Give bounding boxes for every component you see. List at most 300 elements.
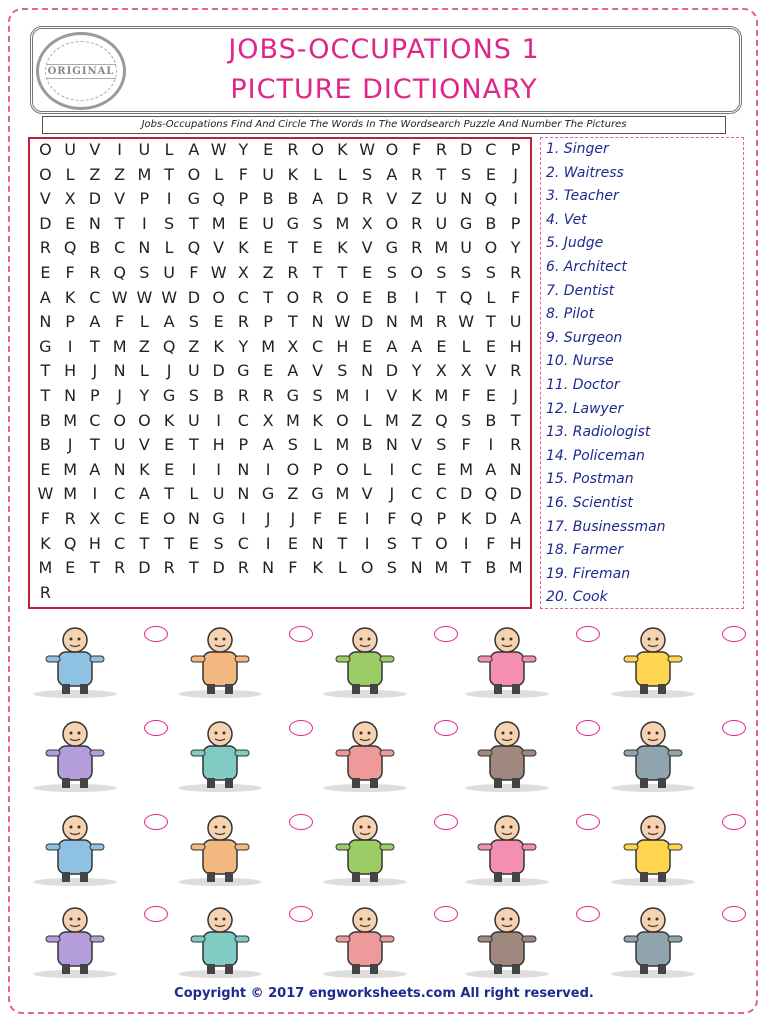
grid-cell[interactable]: C: [89, 410, 101, 430]
grid-cell[interactable]: E: [188, 533, 199, 553]
grid-cell[interactable]: T: [188, 558, 199, 578]
grid-cell[interactable]: D: [138, 558, 151, 578]
grid-cell[interactable]: K: [287, 164, 299, 184]
grid-cell[interactable]: Y: [238, 336, 249, 356]
grid-cell[interactable]: Q: [410, 508, 423, 528]
grid-cell[interactable]: P: [510, 140, 521, 159]
grid-cell[interactable]: C: [114, 533, 126, 553]
grid-cell[interactable]: S: [312, 385, 323, 405]
grid-cell[interactable]: M: [335, 385, 350, 405]
grid-cell[interactable]: V: [312, 361, 324, 381]
grid-cell[interactable]: Z: [138, 336, 150, 356]
grid-cell[interactable]: F: [412, 140, 422, 159]
grid-cell[interactable]: S: [188, 385, 199, 405]
grid-cell[interactable]: L: [189, 484, 199, 504]
grid-cell[interactable]: L: [486, 287, 496, 307]
grid-cell[interactable]: T: [436, 164, 447, 184]
grid-cell[interactable]: E: [164, 459, 175, 479]
grid-cell[interactable]: L: [214, 164, 224, 184]
grid-cell[interactable]: V: [138, 435, 150, 455]
grid-cell[interactable]: R: [510, 435, 522, 455]
grid-cell[interactable]: E: [485, 336, 496, 356]
grid-cell[interactable]: J: [290, 508, 296, 528]
grid-cell[interactable]: R: [262, 385, 274, 405]
grid-cell[interactable]: L: [461, 336, 471, 356]
grid-cell[interactable]: T: [287, 312, 298, 332]
grid-cell[interactable]: N: [509, 459, 522, 479]
grid-cell[interactable]: M: [285, 410, 300, 430]
grid-cell[interactable]: U: [509, 312, 522, 332]
grid-cell[interactable]: S: [436, 435, 447, 455]
grid-cell[interactable]: A: [386, 164, 398, 184]
grid-cell[interactable]: C: [485, 140, 497, 159]
grid-cell[interactable]: O: [162, 508, 176, 528]
grid-cell[interactable]: M: [38, 558, 53, 578]
grid-cell[interactable]: T: [436, 287, 447, 307]
grid-cell[interactable]: M: [434, 238, 449, 258]
grid-cell[interactable]: A: [262, 435, 274, 455]
grid-cell[interactable]: K: [139, 459, 150, 479]
grid-cell[interactable]: G: [459, 213, 473, 233]
grid-cell[interactable]: F: [40, 508, 50, 528]
grid-cell[interactable]: T: [188, 213, 199, 233]
grid-cell[interactable]: U: [262, 164, 274, 184]
grid-cell[interactable]: K: [337, 140, 348, 159]
grid-cell[interactable]: D: [484, 508, 498, 528]
grid-cell[interactable]: S: [188, 312, 199, 332]
grid-cell[interactable]: Q: [212, 189, 225, 209]
grid-cell[interactable]: P: [139, 189, 150, 209]
grid-cell[interactable]: C: [411, 459, 423, 479]
grid-cell[interactable]: I: [463, 533, 469, 553]
grid-cell[interactable]: K: [163, 410, 175, 430]
grid-cell[interactable]: M: [384, 410, 399, 430]
grid-cell[interactable]: L: [313, 435, 323, 455]
grid-cell[interactable]: W: [458, 312, 475, 332]
grid-cell[interactable]: E: [485, 164, 496, 184]
grid-cell[interactable]: D: [187, 287, 201, 307]
grid-cell[interactable]: E: [362, 262, 373, 282]
grid-cell[interactable]: I: [67, 336, 73, 356]
grid-cell[interactable]: J: [513, 385, 518, 405]
grid-cell[interactable]: S: [362, 164, 373, 184]
grid-cell[interactable]: V: [386, 385, 398, 405]
number-bubble[interactable]: [576, 814, 600, 830]
grid-cell[interactable]: N: [88, 213, 101, 233]
grid-cell[interactable]: R: [411, 213, 423, 233]
grid-cell[interactable]: U: [64, 140, 76, 159]
grid-cell[interactable]: T: [164, 164, 175, 184]
grid-cell[interactable]: K: [64, 287, 76, 307]
grid-cell[interactable]: X: [460, 361, 472, 381]
grid-cell[interactable]: D: [509, 484, 522, 504]
grid-cell[interactable]: H: [509, 336, 522, 356]
grid-cell[interactable]: T: [461, 558, 472, 578]
grid-cell[interactable]: E: [139, 508, 150, 528]
grid-cell[interactable]: O: [336, 459, 349, 479]
grid-cell[interactable]: T: [164, 484, 175, 504]
grid-cell[interactable]: H: [336, 336, 349, 356]
grid-cell[interactable]: G: [286, 385, 300, 405]
grid-cell[interactable]: O: [336, 287, 349, 307]
grid-cell[interactable]: Q: [484, 189, 498, 209]
grid-cell[interactable]: R: [163, 558, 175, 578]
grid-cell[interactable]: N: [311, 312, 324, 332]
grid-cell[interactable]: D: [212, 361, 225, 381]
grid-cell[interactable]: D: [88, 189, 102, 209]
grid-cell[interactable]: T: [312, 262, 323, 282]
grid-cell[interactable]: G: [385, 238, 399, 258]
grid-cell[interactable]: W: [161, 287, 178, 307]
grid-cell[interactable]: S: [287, 435, 298, 455]
grid-cell[interactable]: I: [166, 189, 172, 209]
grid-cell[interactable]: R: [411, 164, 423, 184]
grid-cell[interactable]: O: [138, 410, 151, 430]
number-bubble[interactable]: [722, 626, 746, 642]
grid-cell[interactable]: K: [411, 385, 422, 405]
grid-cell[interactable]: X: [287, 336, 299, 356]
grid-cell[interactable]: W: [136, 287, 153, 307]
grid-cell[interactable]: W: [111, 287, 128, 307]
grid-cell[interactable]: B: [39, 410, 51, 430]
grid-cell[interactable]: B: [485, 410, 497, 430]
grid-cell[interactable]: X: [262, 410, 274, 430]
grid-cell[interactable]: M: [63, 459, 78, 479]
grid-cell[interactable]: R: [237, 558, 249, 578]
grid-cell[interactable]: C: [237, 533, 249, 553]
grid-cell[interactable]: I: [142, 213, 147, 233]
grid-cell[interactable]: S: [461, 410, 472, 430]
grid-cell[interactable]: O: [435, 533, 448, 553]
grid-cell[interactable]: I: [414, 287, 419, 307]
grid-cell[interactable]: T: [89, 435, 100, 455]
number-bubble[interactable]: [576, 626, 600, 642]
grid-cell[interactable]: T: [89, 558, 100, 578]
grid-cell[interactable]: A: [386, 336, 398, 356]
grid-cell[interactable]: N: [460, 189, 473, 209]
grid-cell[interactable]: L: [139, 312, 149, 332]
grid-cell[interactable]: O: [39, 140, 52, 159]
grid-cell[interactable]: I: [389, 459, 395, 479]
grid-cell[interactable]: C: [237, 410, 249, 430]
grid-cell[interactable]: T: [114, 213, 125, 233]
grid-cell[interactable]: A: [138, 484, 150, 504]
grid-cell[interactable]: T: [164, 533, 175, 553]
grid-cell[interactable]: F: [313, 508, 323, 528]
grid-cell[interactable]: M: [409, 312, 424, 332]
grid-cell[interactable]: I: [241, 508, 246, 528]
grid-cell[interactable]: M: [434, 385, 449, 405]
grid-cell[interactable]: T: [287, 238, 298, 258]
grid-cell[interactable]: C: [237, 287, 249, 307]
grid-cell[interactable]: A: [510, 508, 522, 528]
grid-cell[interactable]: O: [336, 410, 349, 430]
grid-cell[interactable]: V: [213, 238, 225, 258]
grid-cell[interactable]: H: [212, 435, 225, 455]
grid-cell[interactable]: N: [138, 238, 151, 258]
grid-cell[interactable]: R: [287, 140, 299, 159]
grid-cell[interactable]: N: [113, 459, 126, 479]
grid-cell[interactable]: H: [509, 533, 522, 553]
grid-cell[interactable]: J: [389, 484, 395, 504]
grid-cell[interactable]: L: [337, 558, 347, 578]
grid-cell[interactable]: Q: [113, 262, 126, 282]
grid-cell[interactable]: F: [189, 262, 199, 282]
grid-cell[interactable]: V: [361, 238, 373, 258]
grid-cell[interactable]: G: [311, 484, 324, 504]
grid-cell[interactable]: C: [411, 484, 423, 504]
grid-cell[interactable]: L: [337, 164, 347, 184]
grid-cell[interactable]: X: [435, 361, 447, 381]
grid-cell[interactable]: S: [213, 533, 224, 553]
grid-cell[interactable]: U: [435, 189, 448, 209]
grid-cell[interactable]: C: [114, 238, 126, 258]
grid-cell[interactable]: I: [117, 140, 122, 159]
grid-cell[interactable]: M: [63, 410, 78, 430]
grid-cell[interactable]: M: [261, 336, 276, 356]
grid-cell[interactable]: M: [434, 558, 449, 578]
grid-cell[interactable]: E: [263, 238, 274, 258]
grid-cell[interactable]: F: [511, 287, 521, 307]
grid-cell[interactable]: E: [40, 459, 51, 479]
grid-cell[interactable]: R: [361, 189, 373, 209]
grid-cell[interactable]: R: [435, 140, 447, 159]
grid-cell[interactable]: A: [163, 312, 175, 332]
grid-cell[interactable]: R: [312, 287, 324, 307]
grid-cell[interactable]: K: [238, 238, 249, 258]
grid-cell[interactable]: E: [436, 459, 447, 479]
grid-cell[interactable]: R: [411, 238, 423, 258]
grid-cell[interactable]: Z: [411, 410, 423, 430]
grid-cell[interactable]: V: [361, 484, 373, 504]
grid-cell[interactable]: P: [312, 459, 323, 479]
grid-cell[interactable]: F: [387, 508, 397, 528]
grid-cell[interactable]: P: [436, 508, 447, 528]
grid-cell[interactable]: E: [164, 435, 175, 455]
grid-cell[interactable]: C: [435, 484, 447, 504]
grid-cell[interactable]: N: [237, 484, 250, 504]
grid-cell[interactable]: U: [113, 435, 126, 455]
grid-cell[interactable]: G: [162, 385, 176, 405]
grid-cell[interactable]: G: [237, 361, 250, 381]
grid-cell[interactable]: F: [461, 435, 471, 455]
grid-cell[interactable]: Z: [188, 336, 200, 356]
grid-cell[interactable]: S: [386, 533, 397, 553]
grid-cell[interactable]: K: [337, 238, 348, 258]
grid-cell[interactable]: V: [386, 189, 398, 209]
grid-cell[interactable]: T: [40, 361, 51, 381]
grid-cell[interactable]: O: [360, 558, 374, 578]
grid-cell[interactable]: N: [361, 361, 374, 381]
grid-cell[interactable]: L: [313, 164, 323, 184]
grid-cell[interactable]: N: [113, 361, 126, 381]
grid-cell[interactable]: R: [287, 262, 299, 282]
grid-cell[interactable]: N: [237, 459, 250, 479]
grid-cell[interactable]: B: [485, 213, 497, 233]
grid-cell[interactable]: I: [191, 459, 197, 479]
grid-cell[interactable]: I: [216, 459, 221, 479]
grid-cell[interactable]: N: [385, 435, 398, 455]
grid-cell[interactable]: I: [364, 385, 370, 405]
number-bubble[interactable]: [722, 720, 746, 736]
grid-cell[interactable]: G: [212, 508, 225, 528]
grid-cell[interactable]: Q: [187, 238, 201, 258]
grid-cell[interactable]: U: [262, 213, 274, 233]
grid-cell[interactable]: T: [510, 410, 521, 430]
grid-cell[interactable]: T: [485, 312, 496, 332]
grid-cell[interactable]: N: [39, 312, 52, 332]
number-bubble[interactable]: [722, 906, 746, 922]
grid-cell[interactable]: V: [39, 189, 51, 209]
grid-cell[interactable]: N: [64, 385, 77, 405]
grid-cell[interactable]: A: [287, 361, 299, 381]
number-bubble[interactable]: [722, 814, 746, 830]
grid-cell[interactable]: T: [188, 435, 199, 455]
grid-cell[interactable]: P: [510, 213, 521, 233]
grid-cell[interactable]: T: [337, 262, 348, 282]
grid-cell[interactable]: Y: [139, 385, 150, 405]
grid-cell[interactable]: D: [385, 361, 399, 381]
grid-cell[interactable]: M: [335, 213, 350, 233]
grid-cell[interactable]: Q: [459, 287, 473, 307]
grid-cell[interactable]: R: [39, 582, 51, 602]
grid-cell[interactable]: P: [90, 385, 100, 405]
grid-cell[interactable]: K: [312, 558, 323, 578]
grid-cell[interactable]: R: [39, 238, 51, 258]
grid-cell[interactable]: C: [89, 287, 101, 307]
grid-cell[interactable]: B: [287, 189, 299, 209]
grid-cell[interactable]: A: [312, 189, 324, 209]
grid-cell[interactable]: R: [510, 361, 522, 381]
grid-cell[interactable]: S: [139, 262, 150, 282]
grid-cell[interactable]: F: [461, 385, 471, 405]
grid-cell[interactable]: O: [212, 287, 225, 307]
grid-cell[interactable]: F: [115, 312, 125, 332]
grid-cell[interactable]: Q: [162, 336, 176, 356]
grid-cell[interactable]: U: [188, 410, 200, 430]
grid-cell[interactable]: O: [311, 140, 324, 159]
grid-cell[interactable]: M: [112, 336, 127, 356]
number-bubble[interactable]: [576, 906, 600, 922]
grid-cell[interactable]: U: [212, 484, 225, 504]
grid-cell[interactable]: D: [212, 558, 225, 578]
grid-cell[interactable]: Y: [510, 238, 521, 258]
grid-cell[interactable]: J: [513, 164, 518, 184]
grid-cell[interactable]: T: [89, 336, 100, 356]
grid-cell[interactable]: S: [164, 213, 175, 233]
grid-cell[interactable]: X: [64, 189, 76, 209]
grid-cell[interactable]: B: [361, 435, 373, 455]
grid-cell[interactable]: O: [410, 262, 423, 282]
grid-cell[interactable]: U: [460, 238, 472, 258]
grid-cell[interactable]: T: [411, 533, 422, 553]
grid-cell[interactable]: E: [65, 558, 76, 578]
grid-cell[interactable]: X: [361, 213, 373, 233]
grid-cell[interactable]: F: [288, 558, 298, 578]
grid-cell[interactable]: P: [238, 435, 249, 455]
grid-cell[interactable]: W: [37, 484, 54, 504]
grid-cell[interactable]: Z: [411, 189, 423, 209]
grid-cell[interactable]: S: [386, 558, 397, 578]
grid-cell[interactable]: G: [39, 336, 52, 356]
grid-cell[interactable]: A: [89, 312, 101, 332]
grid-cell[interactable]: A: [411, 336, 423, 356]
grid-cell[interactable]: T: [263, 287, 274, 307]
grid-cell[interactable]: T: [139, 533, 150, 553]
grid-cell[interactable]: O: [39, 164, 52, 184]
grid-cell[interactable]: N: [311, 533, 324, 553]
grid-cell[interactable]: X: [89, 508, 101, 528]
grid-cell[interactable]: R: [237, 385, 249, 405]
grid-cell[interactable]: R: [64, 508, 76, 528]
grid-cell[interactable]: R: [89, 262, 101, 282]
grid-cell[interactable]: G: [261, 484, 275, 504]
grid-cell[interactable]: S: [436, 262, 447, 282]
grid-cell[interactable]: C: [114, 508, 126, 528]
grid-cell[interactable]: Z: [262, 262, 274, 282]
grid-cell[interactable]: H: [88, 533, 101, 553]
grid-cell[interactable]: L: [65, 164, 75, 184]
grid-cell[interactable]: U: [163, 262, 175, 282]
grid-cell[interactable]: Q: [435, 410, 448, 430]
grid-cell[interactable]: I: [513, 189, 518, 209]
grid-cell[interactable]: V: [485, 361, 497, 381]
grid-cell[interactable]: K: [460, 508, 472, 528]
grid-cell[interactable]: S: [485, 262, 496, 282]
grid-cell[interactable]: V: [114, 189, 126, 209]
grid-cell[interactable]: N: [187, 508, 200, 528]
grid-cell[interactable]: J: [117, 385, 122, 405]
grid-cell[interactable]: B: [386, 287, 398, 307]
grid-cell[interactable]: O: [113, 410, 126, 430]
grid-cell[interactable]: K: [40, 533, 51, 553]
grid-cell[interactable]: I: [364, 508, 370, 528]
grid-cell[interactable]: S: [386, 262, 397, 282]
grid-cell[interactable]: I: [265, 533, 271, 553]
grid-cell[interactable]: K: [312, 410, 323, 430]
grid-cell[interactable]: W: [334, 312, 351, 332]
grid-cell[interactable]: M: [335, 435, 350, 455]
grid-cell[interactable]: R: [237, 312, 249, 332]
grid-cell[interactable]: M: [459, 459, 474, 479]
grid-cell[interactable]: W: [210, 140, 227, 159]
grid-cell[interactable]: V: [89, 140, 101, 159]
grid-cell[interactable]: E: [312, 238, 323, 258]
grid-cell[interactable]: E: [362, 336, 373, 356]
grid-cell[interactable]: T: [337, 533, 348, 553]
grid-cell[interactable]: B: [213, 385, 225, 405]
grid-cell[interactable]: L: [164, 238, 174, 258]
grid-cell[interactable]: O: [484, 238, 498, 258]
grid-cell[interactable]: S: [461, 262, 472, 282]
grid-cell[interactable]: F: [486, 533, 496, 553]
grid-cell[interactable]: I: [364, 533, 370, 553]
grid-cell[interactable]: B: [89, 238, 101, 258]
grid-cell[interactable]: B: [485, 558, 497, 578]
grid-cell[interactable]: E: [485, 385, 496, 405]
grid-cell[interactable]: L: [139, 361, 149, 381]
grid-cell[interactable]: A: [39, 287, 51, 307]
grid-cell[interactable]: S: [337, 361, 348, 381]
grid-cell[interactable]: O: [385, 213, 399, 233]
grid-cell[interactable]: I: [488, 435, 494, 455]
grid-cell[interactable]: W: [210, 262, 227, 282]
grid-cell[interactable]: I: [265, 459, 271, 479]
grid-cell[interactable]: C: [312, 336, 324, 356]
grid-cell[interactable]: Y: [238, 140, 249, 159]
grid-cell[interactable]: R: [510, 262, 522, 282]
grid-cell[interactable]: P: [263, 312, 273, 332]
